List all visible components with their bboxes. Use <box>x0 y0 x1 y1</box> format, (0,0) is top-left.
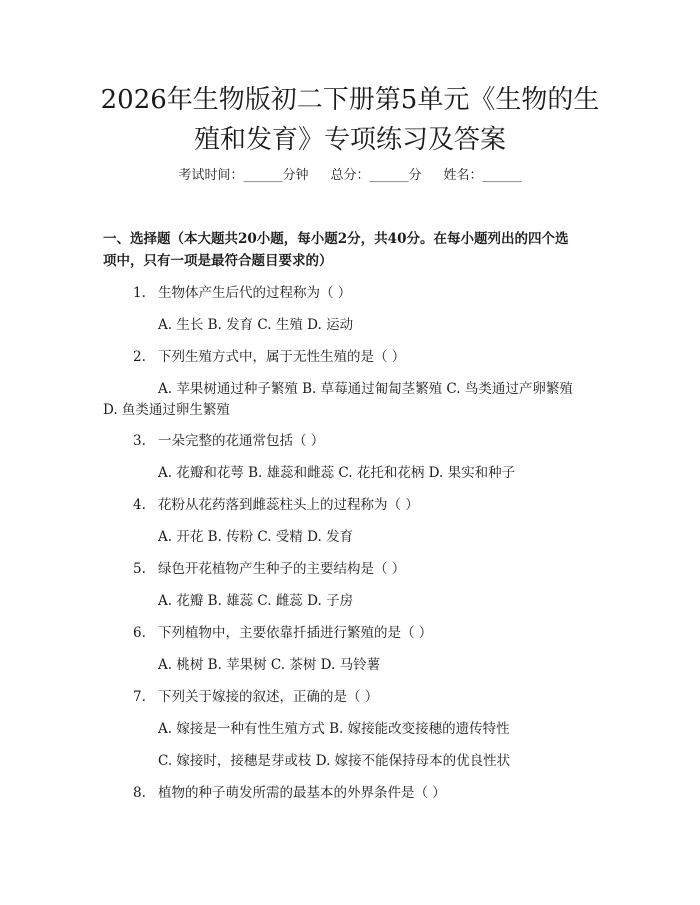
question-2-options-line-1: A. 苹果树通过种子繁殖 B. 草莓通过匍匐茎繁殖 C. 鸟类通过产卵繁殖 <box>158 381 573 397</box>
title-line-2: 殖和发育》专项练习及答案 <box>193 125 506 155</box>
section-header <box>103 228 603 272</box>
question-number: 3. <box>133 433 146 449</box>
question-text: 一朵完整的花通常包括（ ） <box>158 433 325 449</box>
question-text: 下列关于嫁接的叙述，正确的是（ ） <box>158 689 379 705</box>
student-name: 姓名：______ <box>443 168 522 183</box>
exam-time: 考试时间：______分钟 <box>178 168 309 183</box>
question-8 <box>133 782 603 804</box>
question-number: 4. <box>133 497 146 513</box>
question-text: 生物体产生后代的过程称为（ ） <box>158 285 352 301</box>
section-header-line-1: 一、选择题（本大题共20小题，每小题2分，共40分。在每小题列出的四个选 <box>103 231 569 247</box>
section-header-line-2: 项中，只有一项是最符合题目要求的） <box>103 253 333 269</box>
document-title <box>40 80 660 160</box>
question-text: 下列生殖方式中，属于无性生殖的是（ ） <box>158 349 406 365</box>
question-number: 1. <box>133 285 146 301</box>
question-7-options-line-1: A. 嫁接是一种有性生殖方式 B. 嫁接能改变接穗的遗传特性 <box>158 721 510 737</box>
question-7-options-line-2: C. 嫁接时，接穗是芽或枝 D. 嫁接不能保持母本的优良性状 <box>158 753 511 769</box>
question-6-options: A. 桃树 B. 苹果树 C. 茶树 D. 马铃薯 <box>158 657 381 673</box>
question-3 <box>133 430 603 452</box>
question-number: 7. <box>133 689 146 705</box>
exam-meta <box>0 166 700 186</box>
question-number: 8. <box>133 785 146 801</box>
question-7 <box>133 686 603 708</box>
question-5-options: A. 花瓣 B. 雄蕊 C. 雌蕊 D. 子房 <box>158 593 354 609</box>
question-3-options: A. 花瓣和花萼 B. 雄蕊和雌蕊 C. 花托和花柄 D. 果实和种子 <box>158 465 516 481</box>
question-text: 植物的种子萌发所需的最基本的外界条件是（ ） <box>158 785 446 801</box>
question-4 <box>133 494 603 516</box>
question-number: 5. <box>133 561 146 577</box>
question-5 <box>133 558 603 580</box>
question-text: 花粉从花药落到雌蕊柱头上的过程称为（ ） <box>158 497 419 513</box>
total-score: 总分：______分 <box>330 168 422 183</box>
question-number: 2. <box>133 349 146 365</box>
question-4-options: A. 开花 B. 传粉 C. 受精 D. 发育 <box>158 529 354 545</box>
question-1 <box>133 282 603 304</box>
question-2-options-line-2: D. 鱼类通过卵生繁殖 <box>103 402 230 418</box>
question-number: 6. <box>133 625 146 641</box>
title-line-1: 2026年生物版初二下册第5单元《生物的生 <box>100 85 600 115</box>
question-text: 绿色开花植物产生种子的主要结构是（ ） <box>158 561 406 577</box>
question-1-options: A. 生长 B. 发育 C. 生殖 D. 运动 <box>158 317 354 333</box>
question-text: 下列植物中，主要依靠扦插进行繁殖的是（ ） <box>158 625 433 641</box>
question-6 <box>133 622 603 644</box>
question-2 <box>133 346 603 368</box>
